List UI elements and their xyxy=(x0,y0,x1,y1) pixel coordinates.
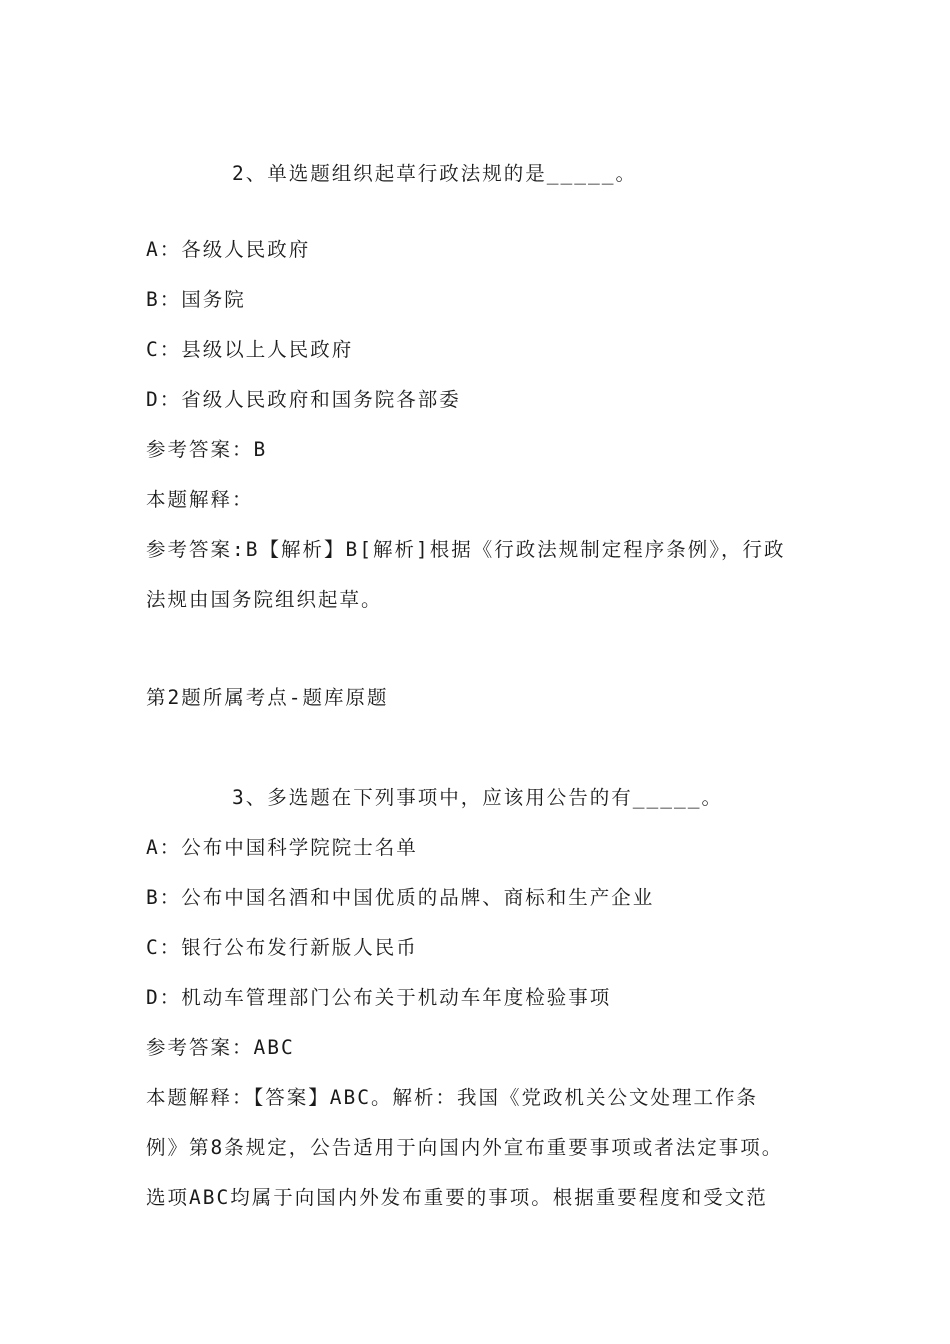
question-2-stem: 2、单选题组织起草行政法规的是_____。 xyxy=(232,162,637,185)
question-3-stem: 3、多选题在下列事项中，应该用公告的有_____。 xyxy=(232,786,723,809)
question-3-option-a: A：公布中国科学院院士名单 xyxy=(146,836,418,859)
question-3-option-d: D：机动车管理部门公布关于机动车年度检验事项 xyxy=(146,986,612,1009)
question-2-explain-label: 本题解释： xyxy=(146,488,254,511)
question-2-explain-line-1: 参考答案:B【解析】B[解析]根据《行政法规制定程序条例》，行政 xyxy=(146,538,786,561)
question-2-option-c: C：县级以上人民政府 xyxy=(146,338,354,361)
question-3-explain-line-2: 例》第8条规定，公告适用于向国内外宣布重要事项或者法定事项。 xyxy=(146,1136,784,1159)
question-2-option-a: A：各级人民政府 xyxy=(146,238,311,261)
question-3-explain-line-1: 本题解释：【答案】ABC。解析：我国《党政机关公文处理工作条 xyxy=(146,1086,758,1109)
question-3-option-b: B：公布中国名酒和中国优质的品牌、商标和生产企业 xyxy=(146,886,655,909)
question-2-answer: 参考答案：B xyxy=(146,438,268,461)
question-2-option-b: B：国务院 xyxy=(146,288,246,311)
question-3-answer: 参考答案：ABC xyxy=(146,1036,295,1059)
question-3-explain-line-3: 选项ABC均属于向国内外发布重要的事项。根据重要程度和受文范 xyxy=(146,1186,768,1209)
question-2-option-d: D：省级人民政府和国务院各部委 xyxy=(146,388,461,411)
question-2-explain-line-2: 法规由国务院组织起草。 xyxy=(146,588,383,611)
question-2-point: 第2题所属考点-题库原题 xyxy=(146,686,389,709)
question-3-option-c: C：银行公布发行新版人民币 xyxy=(146,936,418,959)
